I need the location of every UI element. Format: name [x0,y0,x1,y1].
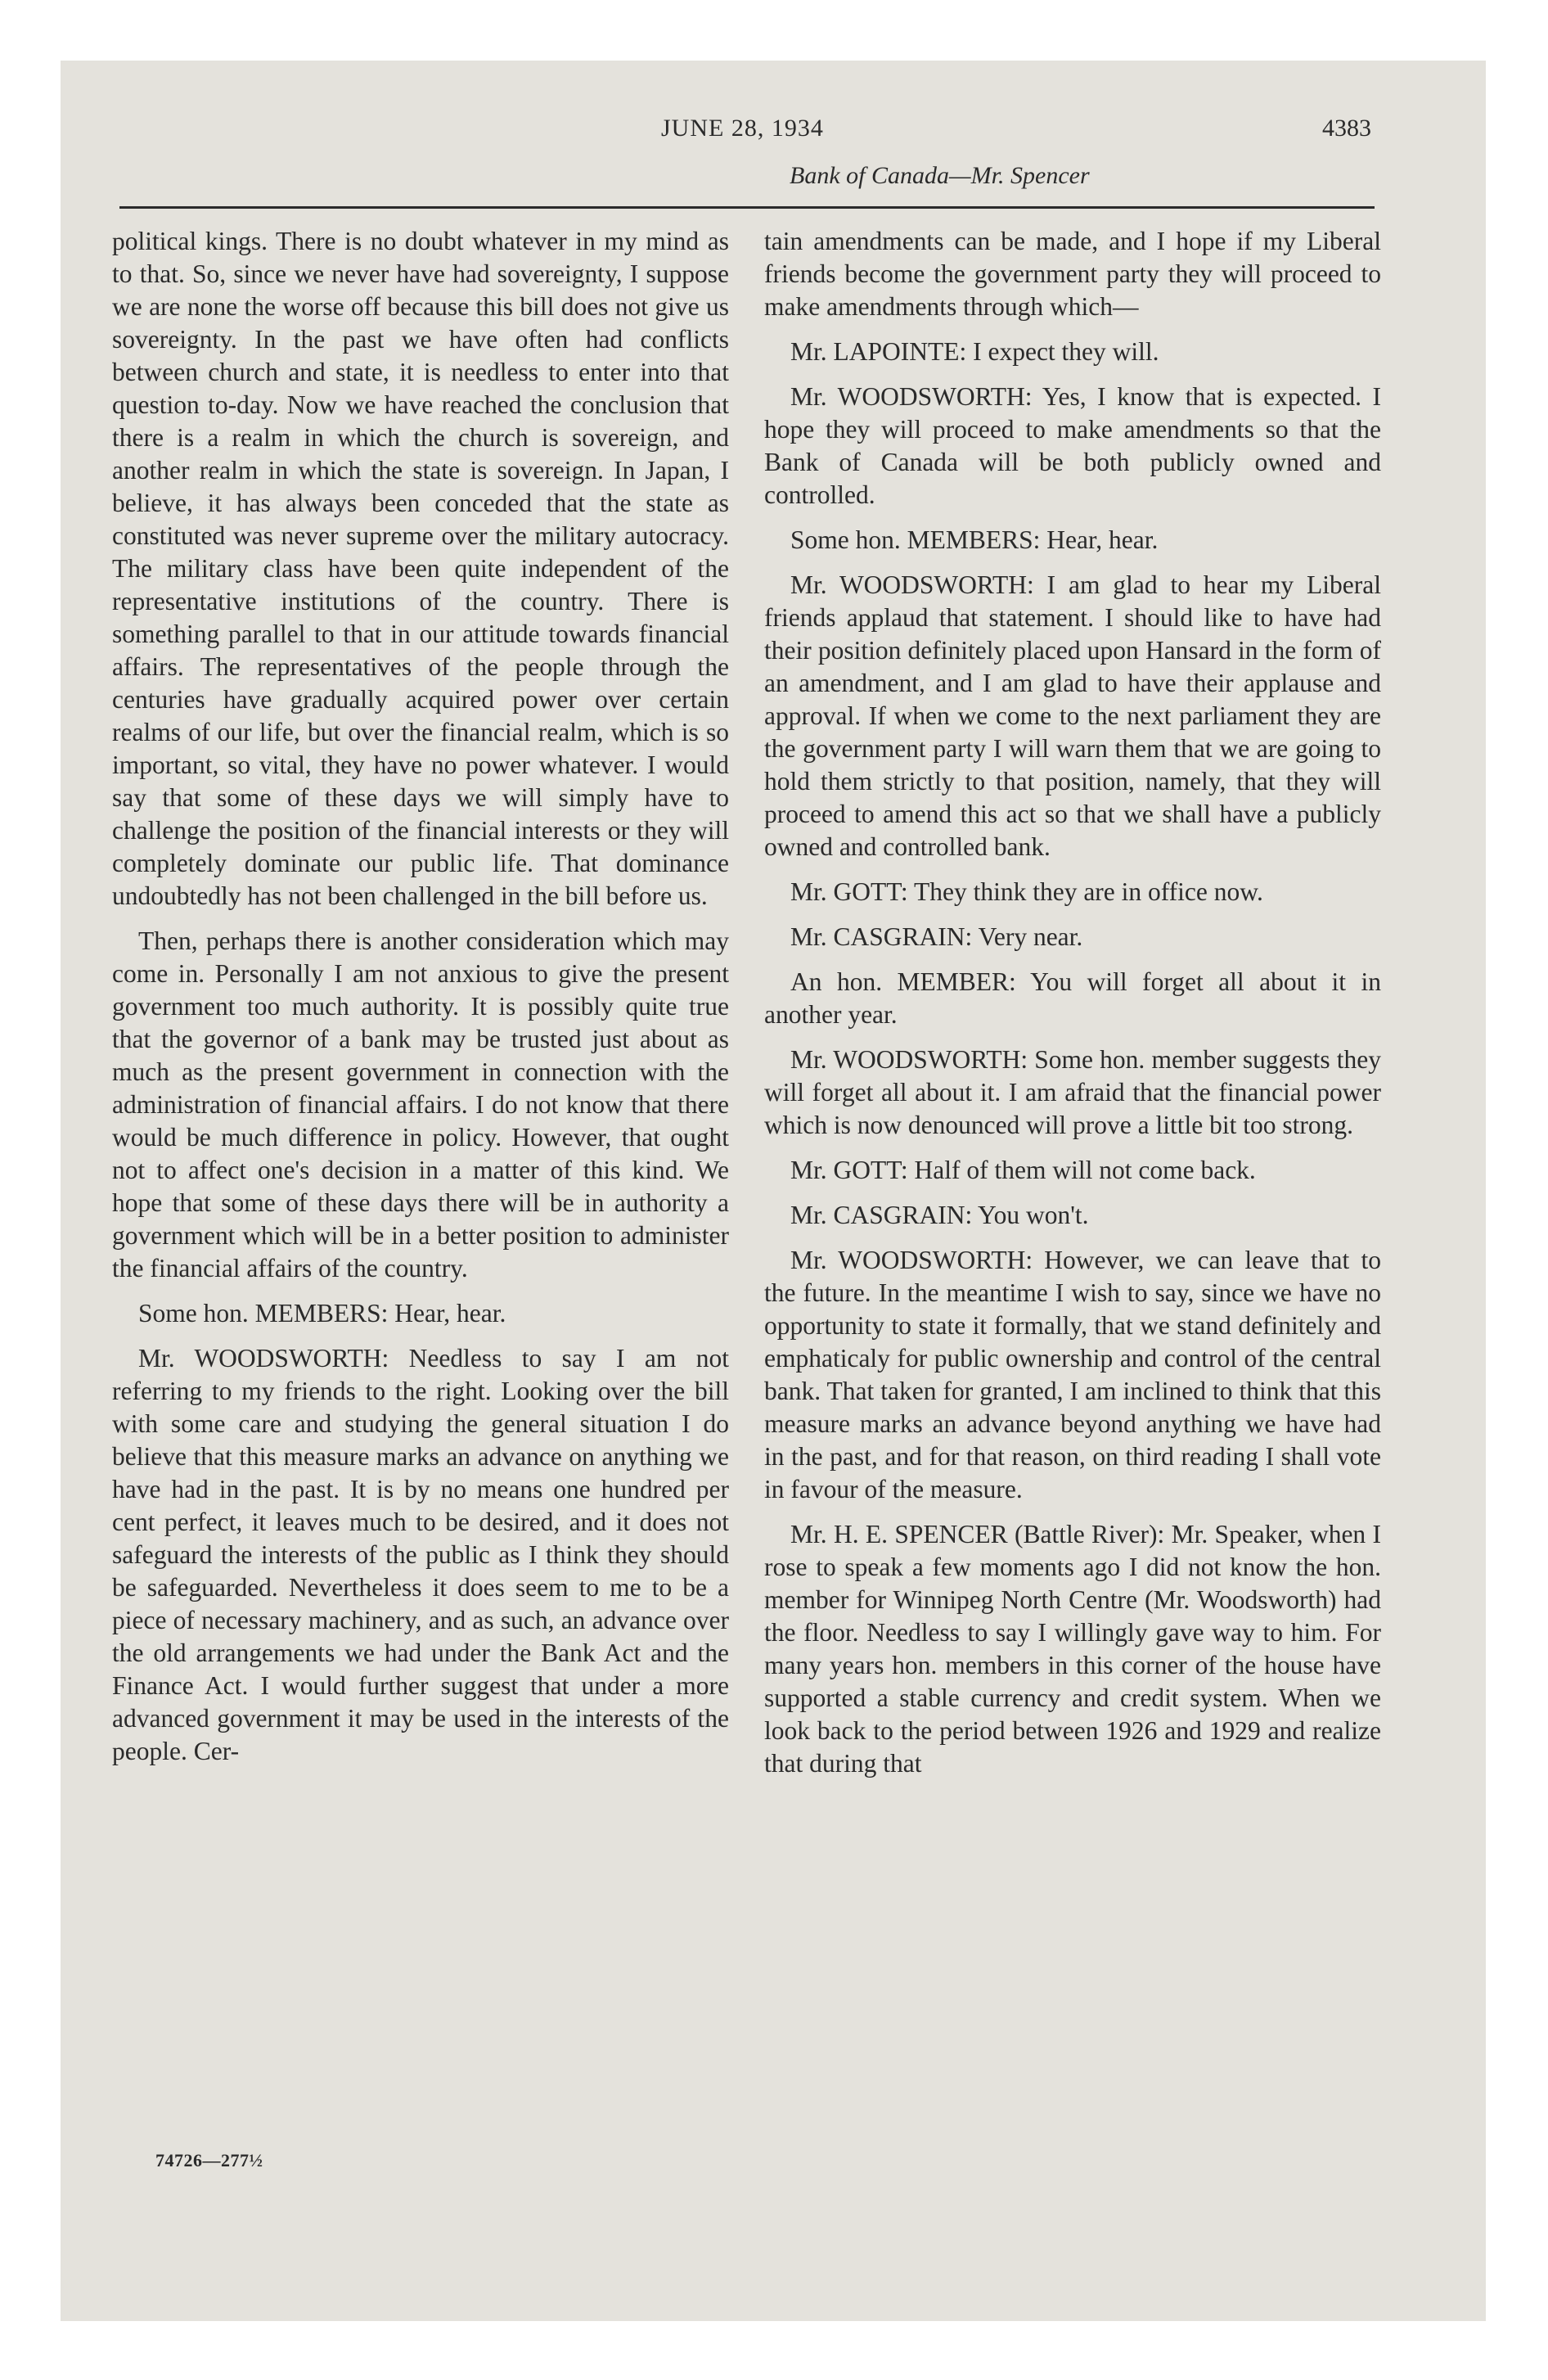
paragraph: An hon. MEMBER: You will forget all about it in another year. [764,967,1381,1029]
paragraph: Mr. H. E. SPENCER (Battle River): Mr. Speaker, when I rose to speak a few moments ago I did not know the hon. member for Winnipeg North Centre (Mr. Woodsworth) had the floor. Needless to say I willingly gave way to him. For many years hon. members in this corner of the house have supported a stable currency and credit system. When we look back to the period between 1926 and 1929 and realize that during that [764,1520,1381,1778]
paragraph: Mr. WOODSWORTH: Some hon. member suggests they will forget all about it. I am afraid that the financial power which is now denounced will prove a little bit too strong. [764,1045,1381,1139]
header-rule [119,206,1375,209]
paragraph: Mr. WOODSWORTH: Yes, I know that is expected. I hope they will proceed to make amendments so that the Bank of Canada will be both publicly owned and controlled. [764,382,1381,509]
paragraph: Mr. WOODSWORTH: However, we can leave that to the future. In the meantime I wish to say, since we have no opportunity to state it formally, that we stand definitely and emphaticaly for public ownership and control of the central bank. That taken for granted, I am inclined to think that this measure marks an advance beyond anything we have had in the past, and for that reason, on third reading I shall vote in favour of the measure. [764,1246,1381,1503]
paragraph: Then, perhaps there is another consideration which may come in. Personally I am not anxious to give the present government too much authority. It is possibly quite true that the governor of a bank may be trusted just about as much as the present government in connection with the administration of financial affairs. I do not know that there would be much difference in policy. However, that ought not to affect one's decision in a matter of this kind. We hope that some of these days there will be in authority a government which will be in a better position to administer the financial affairs of the country. [112,926,729,1282]
paragraph: Some hon. MEMBERS: Hear, hear. [138,1299,506,1327]
paragraph: Mr. CASGRAIN: You won't. [790,1201,1089,1229]
paragraph: Mr. GOTT: They think they are in office now. [790,877,1263,906]
paragraph: Mr. CASGRAIN: Very near. [790,922,1083,951]
paragraph: political kings. There is no doubt whatever in my mind as to that. So, since we never have had sovereignty, I suppose we are none the worse off because this bill does not give us sovereignty. In the past we have often had conflicts between church and state, it is needless to enter into that question to-day. Now we have reached the conclusion that there is a realm in which the church is sovereign, and another realm in which the state is sovereign. In Japan, I believe, it has always been conceded that the state as constituted was never supreme over the military autocracy. The military class have been quite independent of the representative institutions of the country. There is something parallel to that in our attitude towards financial affairs. The representatives of the people through the centuries have gradually acquired power over certain realms of our life, but over the financial realm, which is so important, so vital, they have no power whatever. I would say that some of these days we will simply have to challenge the position of the financial interests or they will completely dominate our public life. That dominance undoubtedly has not been challenged in the bill before us. [112,227,729,910]
paragraph: tain amendments can be made, and I hope if my Liberal friends become the government party they will proceed to make amendments through which— [764,227,1381,321]
left-column [112,225,729,1780]
paragraph: Mr. GOTT: Half of them will not come back. [790,1156,1256,1184]
header-date: JUNE 28, 1934 [661,115,824,142]
right-column [764,225,1381,1792]
paragraph: Mr. WOODSWORTH: Needless to say I am not referring to my friends to the right. Looking over the bill with some care and studying the general situation I do believe that this measure marks an advance on anything we have had in the past. It is by no means one hundred per cent perfect, it leaves much to be desired, and it does not safeguard the interests of the public as I think they should be safeguarded. Nevertheless it does seem to me to be a piece of necessary machinery, and as such, an advance over the old arrangements we had under the Bank Act and the Finance Act. I would further suggest that under a more advanced government it may be used in the interests of the people. Cer- [112,1344,729,1765]
page-number: 4383 [1322,115,1371,142]
running-title: Bank of Canada—Mr. Spencer [790,162,1090,189]
printer-code: 74726—277½ [155,2150,263,2170]
paragraph: Mr. WOODSWORTH: I am glad to hear my Liberal friends applaud that statement. I should like to have had their position definitely placed upon Hansard in the form of an amendment, and I am glad to have their applause and approval. If when we come to the next parliament they are the government party I will warn them that we are going to hold them strictly to that position, namely, that they will proceed to amend this act so that we shall have a publicly owned and controlled bank. [764,570,1381,861]
paragraph: Some hon. MEMBERS: Hear, hear. [790,525,1159,554]
paragraph: Mr. LAPOINTE: I expect they will. [790,337,1159,366]
